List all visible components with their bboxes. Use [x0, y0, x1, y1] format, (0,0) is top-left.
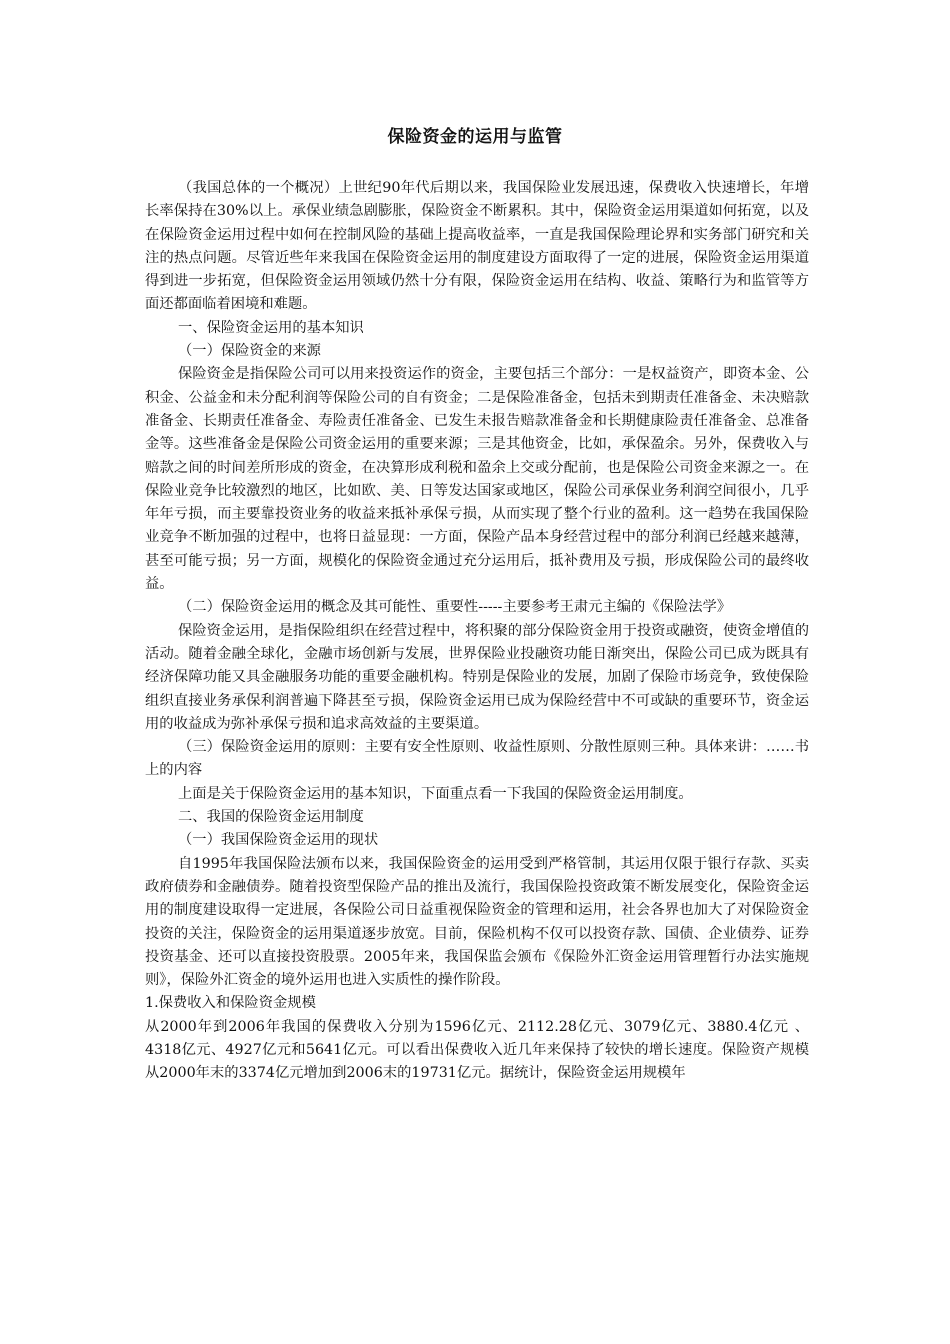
- paragraph-transition: 上面是关于保险资金运用的基本知识，下面重点看一下我国的保险资金运用制度。: [178, 785, 693, 802]
- paragraph-fund-concept: 保险资金运用，是指保险组织在经营过程中，将积聚的部分保险资金用于投资或融资，使资金增值的活动。随着金融全球化，金融市场创新与发展，世界保险业投融资功能日渐突出，保险公司已成为既具有经济保障功能又具金融服务功能的重要金融机构。特别是保险业的发展，加剧了保险市场竞争，致使保险组织直接业务承保利润普遍下降甚至亏损，保险资金运用已成为保险经营中不可或缺的重要环节，资金运用的收益成为弥补承保亏损和追求高效益的主要渠道。: [145, 622, 809, 732]
- paragraph-fund-sources: 保险资金是指保险公司可以用来投资运作的资金，主要包括三个部分：一是权益资产，即资本金、公积金、公益金和未分配利润等保险公司的自有资金；二是保险准备金，包括未到期责任准备金、未决赔款准备金、长期责任准备金、寿险责任准备金、已发生未报告赔款准备金和长期健康险责任准备金、总准备金等。这些准备金是保险公司资金运用的重要来源；三是其他资金，比如，承保盈余。另外，保费收入与赔款之间的时间差所形成的资金，在决算形成利税和盈余上交或分配前，也是保险公司资金来源之一。在保险业竞争比较激烈的地区，比如欧、美、日等发达国家或地区，保险公司承保业务利润空间很小，几乎年年亏损，而主要靠投资业务的收益来抵补承保亏损，从而实现了整个行业的盈利。这一趋势在我国保险业竞争不断加强的过程中，也将日益显现：一方面，保险产品本身经营过程中的部分利润已经越来越薄，甚至可能亏损；另一方面，规模化的保险资金通过充分运用后，抵补费用及亏损，形成保险公司的最终收益。: [145, 366, 809, 593]
- document-body: [145, 177, 809, 1086]
- item-heading-premium-scale: 1.保费收入和保险资金规模: [145, 995, 316, 1012]
- paragraph-premium-statistics: 从2000年到2006年我国的保费收入分别为1596亿元、2112.28亿元、3079亿元、3880.4亿元 、4318亿元、4927亿元和5641亿元。可以看出保费收入近几年来保持了较快的增长速度。保险资产规模从2000年末的3374亿元增加到2006末的19731亿元。据统计，保险资金运用规模年: [145, 1018, 809, 1082]
- paragraph-intro: （我国总体的一个概况）上世纪90年代后期以来，我国保险业发展迅速，保费收入快速增长，年增长率保持在30%以上。承保业绩急剧膨胀，保险资金不断累积。其中，保险资金运用渠道如何拓宽，以及在保险资金运用过程中如何在控制风险的基础上提高收益率，一直是我国保险理论界和实务部门研究和关注的热点问题。尽管近些年来我国在保险资金运用的制度建设方面取得了一定的进展，保险资金运用渠道得到进一步拓宽，但保险资金运用领域仍然十分有限，保险资金运用在结构、收益、策略行为和监管等方面还都面临着困境和难题。: [145, 180, 809, 313]
- subsection-heading-2-1: （一）我国保险资金运用的现状: [178, 832, 379, 849]
- document-title: 保险资金的运用与监管: [387, 127, 563, 147]
- paragraph-current-status: 自1995年我国保险法颁布以来，我国保险资金的运用受到严格管制，其运用仅限于银行存款、买卖政府债券和金融债券。随着投资型保险产品的推出及流行，我国保险投资政策不断发展变化，保险资金运用的制度建设取得一定进展，各保险公司日益重视保险资金的管理和运用，社会各界也加大了对保险资金投资的关注，保险资金的运用渠道逐步放宽。目前，保险机构不仅可以投资存款、国债、企业债券、证券投资基金、还可以直接投资股票。2005年来，我国保监会颁布《保险外汇资金运用管理暂行办法实施规则》，保险外汇资金的境外运用也进入实质性的操作阶段。: [145, 855, 809, 989]
- section-heading-2: 二、我国的保险资金运用制度: [178, 809, 364, 826]
- subsection-heading-1-1: （一）保险资金的来源: [178, 343, 321, 360]
- section-heading-1: 一、保险资金运用的基本知识: [178, 319, 364, 336]
- subsection-heading-1-2: （二）保险资金运用的概念及其可能性、重要性-----主要参考王肃元主编的《保险法学》: [178, 599, 732, 616]
- subsection-heading-1-3: （三）保险资金运用的原则：主要有安全性原则、收益性原则、分散性原则三种。具体来讲：……书上的内容: [145, 739, 809, 779]
